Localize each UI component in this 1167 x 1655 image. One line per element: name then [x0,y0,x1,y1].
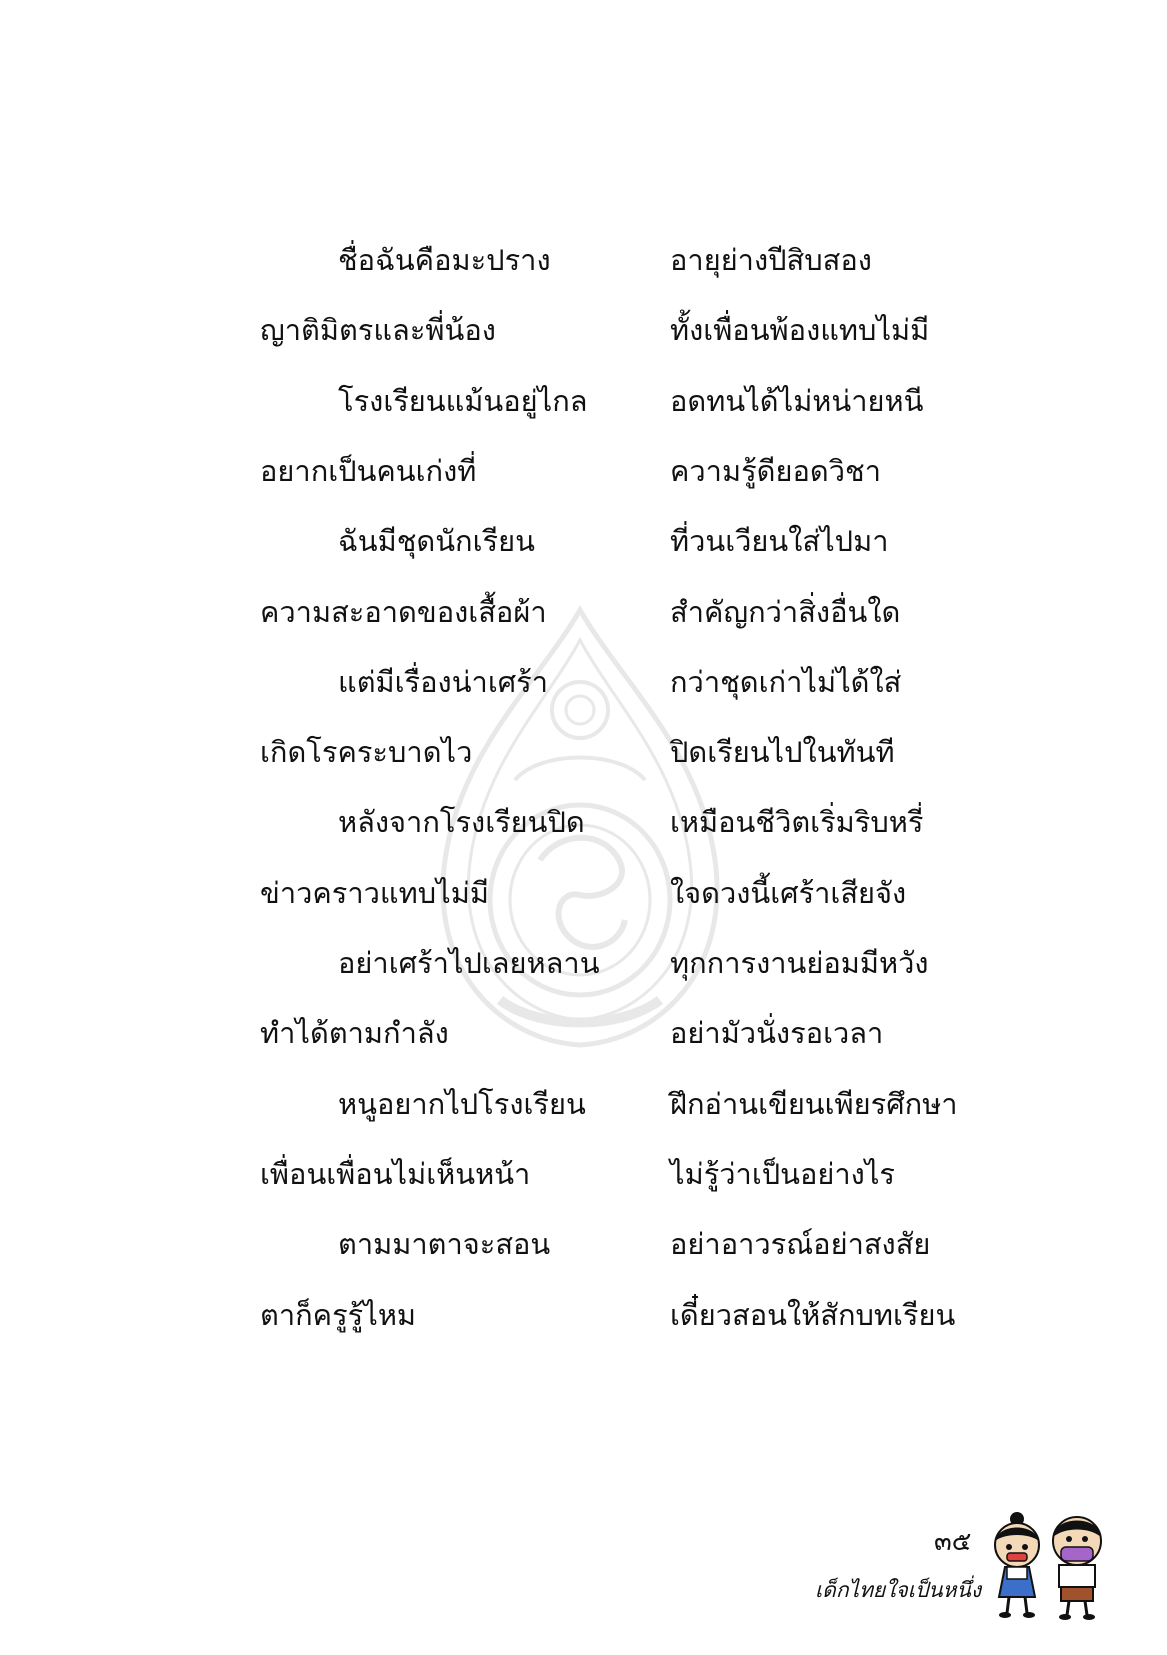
verse-line [0,943,1167,983]
verse-line [0,732,1167,772]
verse-first-half: หลังจากโรงเรียนปิด [338,805,585,839]
verse-line [0,662,1167,702]
footer-caption: เด็กไทยใจเป็นหนึ่ง [815,1578,982,1602]
verse-first-half: อยากเป็นคนเก่งที่ [260,454,477,488]
verse-second-half: ที่วนเวียนใส่ไปมา [670,524,889,558]
verse-line [0,1295,1167,1335]
verse-second-half: อย่ามัวนั่งรอเวลา [670,1016,884,1050]
verse-first-half: ข่าวคราวแทบไม่มี [260,876,489,910]
verse-second-half: ใจดวงนี้เศร้าเสียจัง [670,876,907,910]
verse-line [0,451,1167,491]
verse-second-half: ฝึกอ่านเขียนเพียรศึกษา [670,1087,958,1121]
verse-line [0,521,1167,561]
verse-second-half: ทั้งเพื่อนพ้องแทบไม่มี [670,313,930,347]
verse-first-half: ชื่อฉันคือมะปราง [338,243,551,277]
verse-line [0,1154,1167,1194]
verse-second-half: เหมือนชีวิตเริ่มริบหรี่ [670,805,924,839]
verse-second-half: เดี๋ยวสอนให้สักบทเรียน [670,1298,956,1332]
verse-first-half: ความสะอาดของเสื้อผ้า [260,595,547,629]
verse-first-half: ฉันมีชุดนักเรียน [338,524,535,558]
verse-first-half: ตาก็ครูรู้ไหม [260,1298,417,1332]
verse-second-half: ไม่รู้ว่าเป็นอย่างไร [670,1157,896,1191]
verse-line [0,1224,1167,1264]
verse-first-half: หนูอยากไปโรงเรียน [338,1087,586,1121]
two-children-mascot-icon [985,1505,1115,1625]
verse-second-half: อดทนได้ไม่หน่ายหนี [670,384,924,418]
verse-second-half: ทุกการงานย่อมมีหวัง [670,946,929,980]
verse-line [0,1084,1167,1124]
verse-first-half: อย่าเศร้าไปเลยหลาน [338,946,600,980]
verse-line [0,873,1167,913]
verse-second-half: สำคัญกว่าสิ่งอื่นใด [670,595,901,629]
verse-first-half: แต่มีเรื่องน่าเศร้า [338,665,548,699]
verse-second-half: กว่าชุดเก่าไม่ได้ใส่ [670,665,902,699]
verse-first-half: โรงเรียนแม้นอยู่ไกล [338,384,588,418]
verse-first-half: ตามมาตาจะสอน [338,1227,551,1261]
verse-line [0,310,1167,350]
verse-second-half: อายุย่างปีสิบสอง [670,243,872,277]
verse-second-half: ความรู้ดียอดวิชา [670,454,881,488]
verse-line [0,1013,1167,1053]
verse-line [0,240,1167,280]
verse-line [0,381,1167,421]
verse-line [0,802,1167,842]
page-number: ๓๕ [934,1527,972,1557]
verse-first-half: เพื่อนเพื่อนไม่เห็นหน้า [260,1157,531,1191]
verse-first-half: เกิดโรคระบาดไว [260,735,473,769]
verse-second-half: ปิดเรียนไปในทันที [670,735,895,769]
verse-second-half: อย่าอาวรณ์อย่าสงสัย [670,1227,931,1261]
verse-first-half: ทำได้ตามกำลัง [260,1016,449,1050]
verse-line [0,592,1167,632]
verse-first-half: ญาติมิตรและพี่น้อง [260,313,496,347]
